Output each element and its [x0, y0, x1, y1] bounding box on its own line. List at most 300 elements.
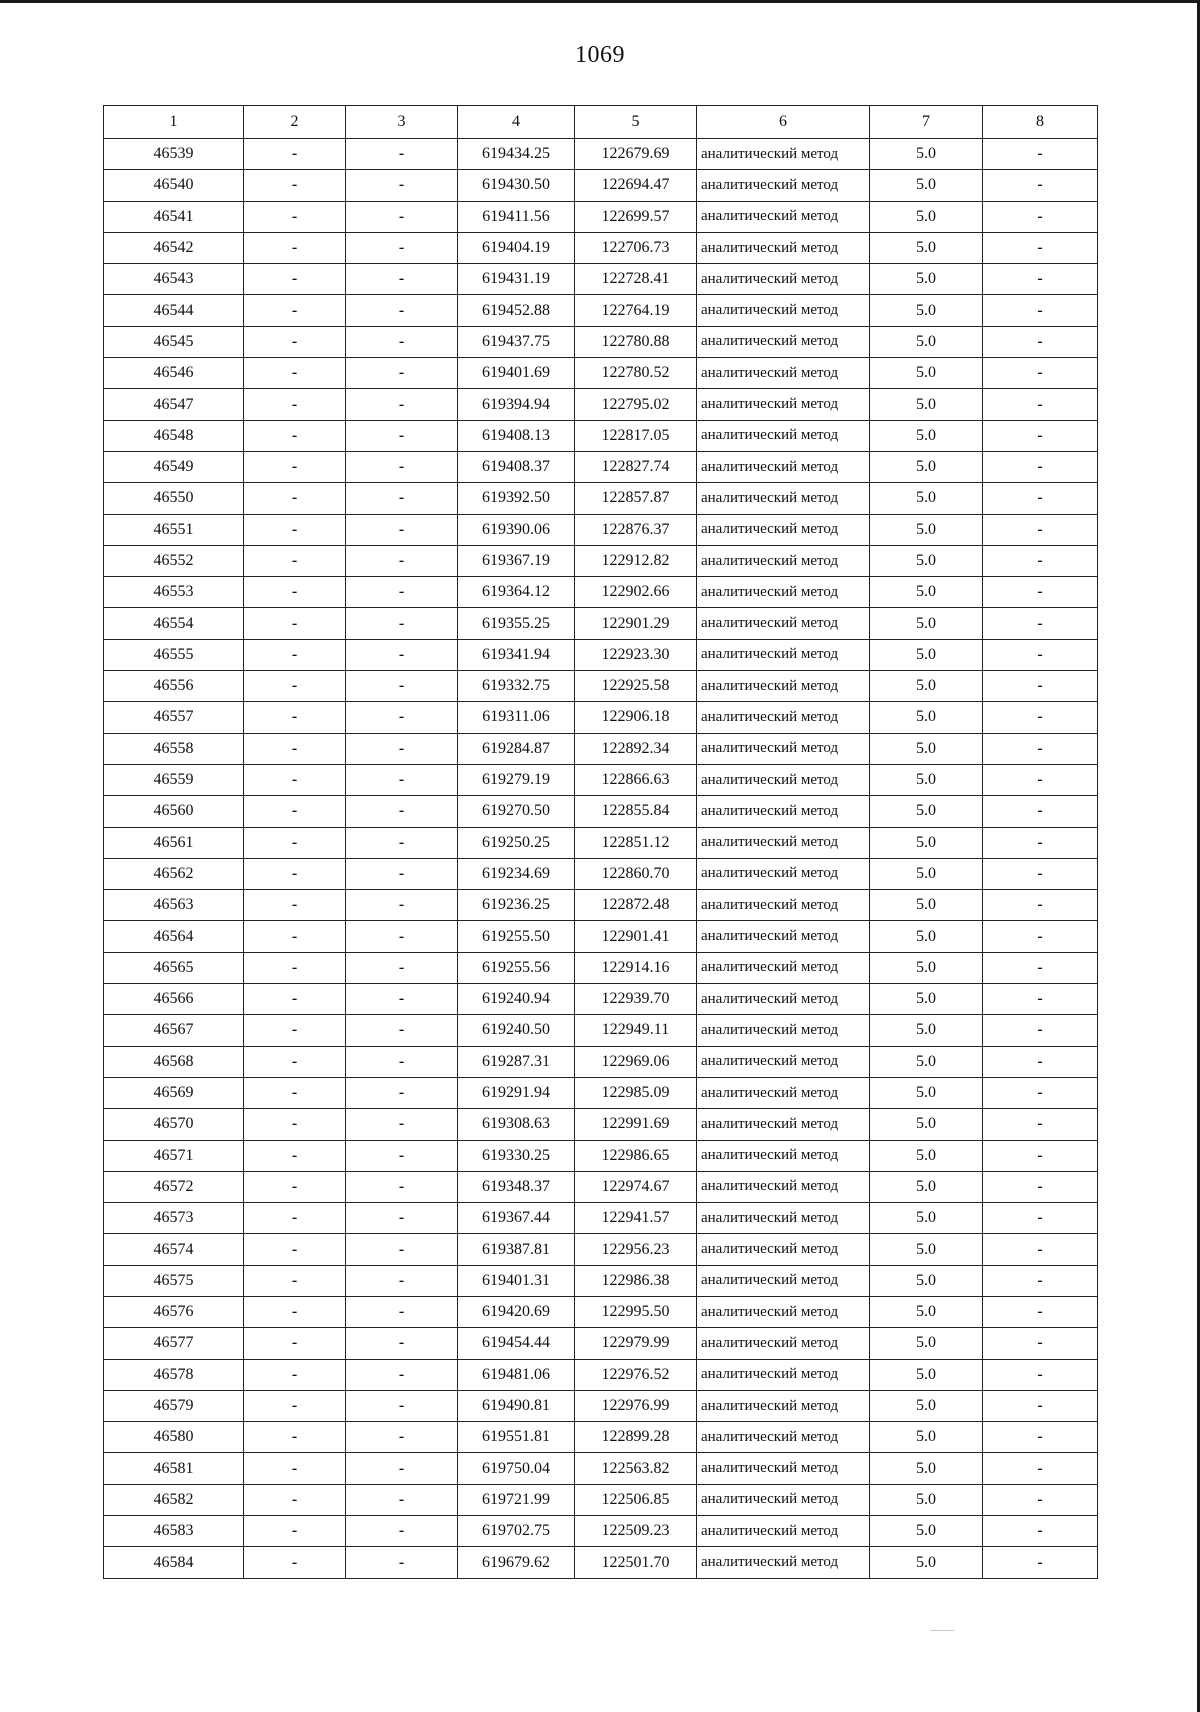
col-2-cell: -	[244, 1453, 346, 1484]
column-header: 5	[575, 106, 697, 139]
table-row	[104, 1109, 1098, 1140]
col-3-cell: -	[346, 1015, 458, 1046]
coordinates-table	[103, 105, 1098, 1579]
col-8-cell: -	[983, 1140, 1098, 1171]
y-coordinate-cell: 122923.30	[575, 639, 697, 670]
accuracy-cell: 5.0	[870, 1484, 983, 1515]
col-2-cell: -	[244, 545, 346, 576]
method-cell: аналитический метод	[697, 420, 870, 451]
accuracy-cell: 5.0	[870, 1046, 983, 1077]
accuracy-cell: 5.0	[870, 1453, 983, 1484]
point-number-cell: 46555	[104, 639, 244, 670]
col-3-cell: -	[346, 451, 458, 482]
x-coordinate-cell: 619291.94	[458, 1077, 575, 1108]
col-3-cell: -	[346, 639, 458, 670]
table-row	[104, 639, 1098, 670]
col-8-cell: -	[983, 326, 1098, 357]
accuracy-cell: 5.0	[870, 796, 983, 827]
y-coordinate-cell: 122795.02	[575, 389, 697, 420]
col-8-cell: -	[983, 295, 1098, 326]
y-coordinate-cell: 122925.58	[575, 671, 697, 702]
method-cell: аналитический метод	[697, 545, 870, 576]
point-number-cell: 46578	[104, 1359, 244, 1390]
accuracy-cell: 5.0	[870, 326, 983, 357]
col-2-cell: -	[244, 1203, 346, 1234]
col-8-cell: -	[983, 1171, 1098, 1202]
y-coordinate-cell: 122906.18	[575, 702, 697, 733]
method-cell: аналитический метод	[697, 921, 870, 952]
col-3-cell: -	[346, 890, 458, 921]
col-2-cell: -	[244, 1171, 346, 1202]
point-number-cell: 46582	[104, 1484, 244, 1515]
col-8-cell: -	[983, 733, 1098, 764]
x-coordinate-cell: 619234.69	[458, 858, 575, 889]
col-2-cell: -	[244, 1390, 346, 1421]
method-cell: аналитический метод	[697, 326, 870, 357]
col-3-cell: -	[346, 827, 458, 858]
y-coordinate-cell: 122939.70	[575, 984, 697, 1015]
col-2-cell: -	[244, 639, 346, 670]
x-coordinate-cell: 619341.94	[458, 639, 575, 670]
col-3-cell: -	[346, 702, 458, 733]
x-coordinate-cell: 619702.75	[458, 1516, 575, 1547]
col-2-cell: -	[244, 1296, 346, 1327]
accuracy-cell: 5.0	[870, 451, 983, 482]
x-coordinate-cell: 619308.63	[458, 1109, 575, 1140]
point-number-cell: 46566	[104, 984, 244, 1015]
table-row	[104, 1484, 1098, 1515]
col-8-cell: -	[983, 1265, 1098, 1296]
col-3-cell: -	[346, 1140, 458, 1171]
table-row	[104, 170, 1098, 201]
col-2-cell: -	[244, 1109, 346, 1140]
col-8-cell: -	[983, 1234, 1098, 1265]
col-2-cell: -	[244, 1547, 346, 1578]
table-row	[104, 358, 1098, 389]
col-2-cell: -	[244, 858, 346, 889]
y-coordinate-cell: 122509.23	[575, 1516, 697, 1547]
col-2-cell: -	[244, 984, 346, 1015]
x-coordinate-cell: 619367.44	[458, 1203, 575, 1234]
col-8-cell: -	[983, 1109, 1098, 1140]
col-2-cell: -	[244, 201, 346, 232]
col-3-cell: -	[346, 1234, 458, 1265]
method-cell: аналитический метод	[697, 827, 870, 858]
col-2-cell: -	[244, 952, 346, 983]
x-coordinate-cell: 619490.81	[458, 1390, 575, 1421]
accuracy-cell: 5.0	[870, 1077, 983, 1108]
accuracy-cell: 5.0	[870, 1422, 983, 1453]
x-coordinate-cell: 619332.75	[458, 671, 575, 702]
method-cell: аналитический метод	[697, 358, 870, 389]
table-row	[104, 139, 1098, 170]
col-8-cell: -	[983, 545, 1098, 576]
column-header: 8	[983, 106, 1098, 139]
col-3-cell: -	[346, 389, 458, 420]
table-row	[104, 232, 1098, 263]
x-coordinate-cell: 619411.56	[458, 201, 575, 232]
accuracy-cell: 5.0	[870, 921, 983, 952]
col-3-cell: -	[346, 545, 458, 576]
x-coordinate-cell: 619348.37	[458, 1171, 575, 1202]
col-8-cell: -	[983, 1422, 1098, 1453]
point-number-cell: 46581	[104, 1453, 244, 1484]
x-coordinate-cell: 619394.94	[458, 389, 575, 420]
point-number-cell: 46583	[104, 1516, 244, 1547]
table-row	[104, 1015, 1098, 1046]
col-3-cell: -	[346, 1453, 458, 1484]
method-cell: аналитический метод	[697, 1203, 870, 1234]
method-cell: аналитический метод	[697, 952, 870, 983]
table-row	[104, 295, 1098, 326]
col-3-cell: -	[346, 1203, 458, 1234]
method-cell: аналитический метод	[697, 764, 870, 795]
y-coordinate-cell: 122902.66	[575, 577, 697, 608]
col-8-cell: -	[983, 984, 1098, 1015]
table-row	[104, 577, 1098, 608]
accuracy-cell: 5.0	[870, 1547, 983, 1578]
y-coordinate-cell: 122941.57	[575, 1203, 697, 1234]
point-number-cell: 46565	[104, 952, 244, 983]
col-8-cell: -	[983, 577, 1098, 608]
y-coordinate-cell: 122728.41	[575, 264, 697, 295]
accuracy-cell: 5.0	[870, 733, 983, 764]
table-header-row	[104, 106, 1098, 139]
table-row	[104, 1234, 1098, 1265]
table-row	[104, 827, 1098, 858]
method-cell: аналитический метод	[697, 170, 870, 201]
col-2-cell: -	[244, 295, 346, 326]
x-coordinate-cell: 619355.25	[458, 608, 575, 639]
accuracy-cell: 5.0	[870, 639, 983, 670]
point-number-cell: 46546	[104, 358, 244, 389]
x-coordinate-cell: 619431.19	[458, 264, 575, 295]
method-cell: аналитический метод	[697, 1359, 870, 1390]
col-8-cell: -	[983, 358, 1098, 389]
table-row	[104, 483, 1098, 514]
y-coordinate-cell: 122901.41	[575, 921, 697, 952]
col-2-cell: -	[244, 1265, 346, 1296]
point-number-cell: 46556	[104, 671, 244, 702]
method-cell: аналитический метод	[697, 796, 870, 827]
y-coordinate-cell: 122986.38	[575, 1265, 697, 1296]
col-2-cell: -	[244, 358, 346, 389]
accuracy-cell: 5.0	[870, 170, 983, 201]
accuracy-cell: 5.0	[870, 1516, 983, 1547]
y-coordinate-cell: 122899.28	[575, 1422, 697, 1453]
table-body	[104, 139, 1098, 1579]
table-row	[104, 671, 1098, 702]
point-number-cell: 46571	[104, 1140, 244, 1171]
col-8-cell: -	[983, 1328, 1098, 1359]
col-8-cell: -	[983, 1516, 1098, 1547]
col-8-cell: -	[983, 1484, 1098, 1515]
col-2-cell: -	[244, 733, 346, 764]
y-coordinate-cell: 122985.09	[575, 1077, 697, 1108]
accuracy-cell: 5.0	[870, 201, 983, 232]
method-cell: аналитический метод	[697, 890, 870, 921]
accuracy-cell: 5.0	[870, 358, 983, 389]
y-coordinate-cell: 122979.99	[575, 1328, 697, 1359]
table-row	[104, 952, 1098, 983]
col-2-cell: -	[244, 577, 346, 608]
col-8-cell: -	[983, 796, 1098, 827]
x-coordinate-cell: 619240.94	[458, 984, 575, 1015]
col-2-cell: -	[244, 420, 346, 451]
col-3-cell: -	[346, 326, 458, 357]
point-number-cell: 46562	[104, 858, 244, 889]
x-coordinate-cell: 619404.19	[458, 232, 575, 263]
col-8-cell: -	[983, 201, 1098, 232]
table-row	[104, 1077, 1098, 1108]
accuracy-cell: 5.0	[870, 671, 983, 702]
accuracy-cell: 5.0	[870, 483, 983, 514]
column-header: 7	[870, 106, 983, 139]
x-coordinate-cell: 619390.06	[458, 514, 575, 545]
method-cell: аналитический метод	[697, 389, 870, 420]
column-header: 1	[104, 106, 244, 139]
table-row	[104, 702, 1098, 733]
point-number-cell: 46557	[104, 702, 244, 733]
x-coordinate-cell: 619236.25	[458, 890, 575, 921]
method-cell: аналитический метод	[697, 1516, 870, 1547]
column-header: 4	[458, 106, 575, 139]
accuracy-cell: 5.0	[870, 1171, 983, 1202]
col-3-cell: -	[346, 1077, 458, 1108]
col-8-cell: -	[983, 1203, 1098, 1234]
y-coordinate-cell: 122976.99	[575, 1390, 697, 1421]
point-number-cell: 46570	[104, 1109, 244, 1140]
method-cell: аналитический метод	[697, 1015, 870, 1046]
method-cell: аналитический метод	[697, 984, 870, 1015]
point-number-cell: 46576	[104, 1296, 244, 1327]
col-3-cell: -	[346, 514, 458, 545]
table-row	[104, 796, 1098, 827]
x-coordinate-cell: 619270.50	[458, 796, 575, 827]
method-cell: аналитический метод	[697, 232, 870, 263]
point-number-cell: 46542	[104, 232, 244, 263]
x-coordinate-cell: 619255.50	[458, 921, 575, 952]
col-2-cell: -	[244, 1140, 346, 1171]
col-8-cell: -	[983, 1359, 1098, 1390]
col-3-cell: -	[346, 796, 458, 827]
page-number: 1069	[575, 42, 625, 68]
col-8-cell: -	[983, 420, 1098, 451]
col-3-cell: -	[346, 201, 458, 232]
table-row	[104, 1296, 1098, 1327]
point-number-cell: 46558	[104, 733, 244, 764]
x-coordinate-cell: 619452.88	[458, 295, 575, 326]
col-3-cell: -	[346, 264, 458, 295]
y-coordinate-cell: 122949.11	[575, 1015, 697, 1046]
col-2-cell: -	[244, 1484, 346, 1515]
table-row	[104, 264, 1098, 295]
col-3-cell: -	[346, 1046, 458, 1077]
y-coordinate-cell: 122780.52	[575, 358, 697, 389]
point-number-cell: 46568	[104, 1046, 244, 1077]
x-coordinate-cell: 619240.50	[458, 1015, 575, 1046]
y-coordinate-cell: 122956.23	[575, 1234, 697, 1265]
point-number-cell: 46550	[104, 483, 244, 514]
point-number-cell: 46544	[104, 295, 244, 326]
y-coordinate-cell: 122892.34	[575, 733, 697, 764]
y-coordinate-cell: 122855.84	[575, 796, 697, 827]
table-row	[104, 545, 1098, 576]
method-cell: аналитический метод	[697, 1328, 870, 1359]
accuracy-cell: 5.0	[870, 295, 983, 326]
col-2-cell: -	[244, 671, 346, 702]
scan-artifact	[930, 1630, 954, 1631]
accuracy-cell: 5.0	[870, 608, 983, 639]
col-3-cell: -	[346, 139, 458, 170]
table-row	[104, 890, 1098, 921]
col-2-cell: -	[244, 827, 346, 858]
accuracy-cell: 5.0	[870, 952, 983, 983]
col-2-cell: -	[244, 451, 346, 482]
x-coordinate-cell: 619367.19	[458, 545, 575, 576]
point-number-cell: 46577	[104, 1328, 244, 1359]
col-8-cell: -	[983, 890, 1098, 921]
col-8-cell: -	[983, 858, 1098, 889]
method-cell: аналитический метод	[697, 1296, 870, 1327]
accuracy-cell: 5.0	[870, 577, 983, 608]
method-cell: аналитический метод	[697, 1109, 870, 1140]
col-8-cell: -	[983, 264, 1098, 295]
table-row	[104, 420, 1098, 451]
y-coordinate-cell: 122706.73	[575, 232, 697, 263]
col-8-cell: -	[983, 671, 1098, 702]
col-3-cell: -	[346, 577, 458, 608]
col-2-cell: -	[244, 1359, 346, 1390]
accuracy-cell: 5.0	[870, 858, 983, 889]
y-coordinate-cell: 122901.29	[575, 608, 697, 639]
y-coordinate-cell: 122699.57	[575, 201, 697, 232]
col-8-cell: -	[983, 483, 1098, 514]
col-8-cell: -	[983, 1296, 1098, 1327]
x-coordinate-cell: 619434.25	[458, 139, 575, 170]
point-number-cell: 46551	[104, 514, 244, 545]
col-3-cell: -	[346, 170, 458, 201]
y-coordinate-cell: 122914.16	[575, 952, 697, 983]
x-coordinate-cell: 619437.75	[458, 326, 575, 357]
col-2-cell: -	[244, 170, 346, 201]
col-8-cell: -	[983, 1453, 1098, 1484]
table-row	[104, 389, 1098, 420]
accuracy-cell: 5.0	[870, 389, 983, 420]
accuracy-cell: 5.0	[870, 1265, 983, 1296]
col-8-cell: -	[983, 702, 1098, 733]
x-coordinate-cell: 619420.69	[458, 1296, 575, 1327]
method-cell: аналитический метод	[697, 483, 870, 514]
col-8-cell: -	[983, 608, 1098, 639]
x-coordinate-cell: 619392.50	[458, 483, 575, 514]
col-2-cell: -	[244, 702, 346, 733]
x-coordinate-cell: 619364.12	[458, 577, 575, 608]
table-row	[104, 1171, 1098, 1202]
col-2-cell: -	[244, 1422, 346, 1453]
accuracy-cell: 5.0	[870, 1234, 983, 1265]
col-3-cell: -	[346, 295, 458, 326]
point-number-cell: 46548	[104, 420, 244, 451]
col-8-cell: -	[983, 139, 1098, 170]
accuracy-cell: 5.0	[870, 420, 983, 451]
y-coordinate-cell: 122817.05	[575, 420, 697, 451]
col-2-cell: -	[244, 1516, 346, 1547]
y-coordinate-cell: 122563.82	[575, 1453, 697, 1484]
col-8-cell: -	[983, 1077, 1098, 1108]
accuracy-cell: 5.0	[870, 1359, 983, 1390]
x-coordinate-cell: 619750.04	[458, 1453, 575, 1484]
col-8-cell: -	[983, 764, 1098, 795]
point-number-cell: 46549	[104, 451, 244, 482]
table-row	[104, 1547, 1098, 1578]
method-cell: аналитический метод	[697, 608, 870, 639]
point-number-cell: 46579	[104, 1390, 244, 1421]
table-row	[104, 1140, 1098, 1171]
method-cell: аналитический метод	[697, 1077, 870, 1108]
method-cell: аналитический метод	[697, 1390, 870, 1421]
point-number-cell: 46540	[104, 170, 244, 201]
point-number-cell: 46554	[104, 608, 244, 639]
col-3-cell: -	[346, 921, 458, 952]
method-cell: аналитический метод	[697, 858, 870, 889]
col-8-cell: -	[983, 1015, 1098, 1046]
y-coordinate-cell: 122974.67	[575, 1171, 697, 1202]
table-row	[104, 764, 1098, 795]
col-2-cell: -	[244, 764, 346, 795]
col-8-cell: -	[983, 921, 1098, 952]
col-3-cell: -	[346, 1484, 458, 1515]
table-row	[104, 1453, 1098, 1484]
method-cell: аналитический метод	[697, 1453, 870, 1484]
method-cell: аналитический метод	[697, 139, 870, 170]
y-coordinate-cell: 122976.52	[575, 1359, 697, 1390]
point-number-cell: 46559	[104, 764, 244, 795]
col-2-cell: -	[244, 232, 346, 263]
scan-border-top	[0, 0, 1200, 3]
x-coordinate-cell: 619721.99	[458, 1484, 575, 1515]
column-header: 2	[244, 106, 346, 139]
table-row	[104, 326, 1098, 357]
col-2-cell: -	[244, 890, 346, 921]
col-8-cell: -	[983, 1390, 1098, 1421]
y-coordinate-cell: 122991.69	[575, 1109, 697, 1140]
method-cell: аналитический метод	[697, 295, 870, 326]
method-cell: аналитический метод	[697, 1547, 870, 1578]
x-coordinate-cell: 619287.31	[458, 1046, 575, 1077]
accuracy-cell: 5.0	[870, 139, 983, 170]
point-number-cell: 46572	[104, 1171, 244, 1202]
col-3-cell: -	[346, 984, 458, 1015]
x-coordinate-cell: 619679.62	[458, 1547, 575, 1578]
x-coordinate-cell: 619481.06	[458, 1359, 575, 1390]
x-coordinate-cell: 619401.69	[458, 358, 575, 389]
col-8-cell: -	[983, 1046, 1098, 1077]
table-row	[104, 1203, 1098, 1234]
table-row	[104, 1422, 1098, 1453]
point-number-cell: 46545	[104, 326, 244, 357]
col-2-cell: -	[244, 1328, 346, 1359]
table-row	[104, 984, 1098, 1015]
point-number-cell: 46584	[104, 1547, 244, 1578]
table-row	[104, 451, 1098, 482]
x-coordinate-cell: 619401.31	[458, 1265, 575, 1296]
method-cell: аналитический метод	[697, 1265, 870, 1296]
accuracy-cell: 5.0	[870, 264, 983, 295]
y-coordinate-cell: 122501.70	[575, 1547, 697, 1578]
point-number-cell: 46541	[104, 201, 244, 232]
x-coordinate-cell: 619387.81	[458, 1234, 575, 1265]
